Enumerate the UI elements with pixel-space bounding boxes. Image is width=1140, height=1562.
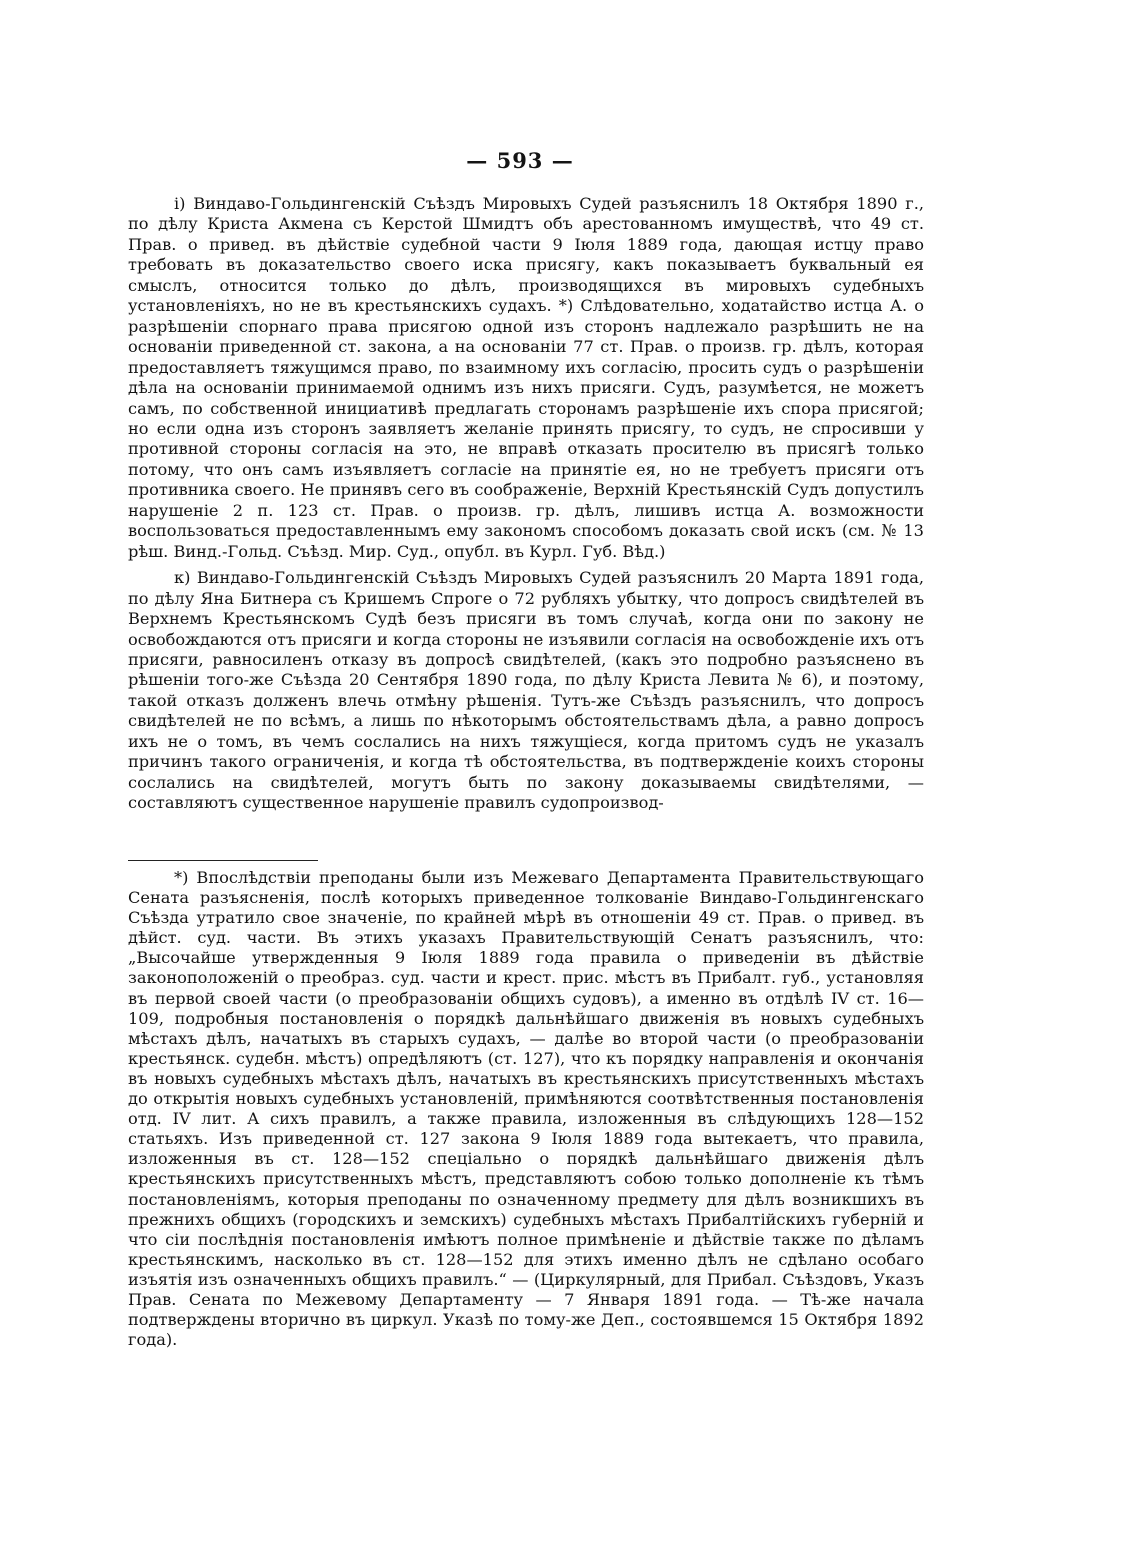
paragraph-k: к) Виндаво-Гольдингенскій Съѣздъ Мировыхъ Судей разъяснилъ 20 Марта 1891 года, по дѣлу Яна Битнера съ Кришемъ Спроге о 72 рубляхъ убытку, что допросъ свидѣтелей въ Верхнемъ Крестьянскомъ Судѣ безъ присяги въ томъ случаѣ, когда они по закону не освобождаются отъ присяги и когда стороны не изъявили согласія на освобожденіе ихъ отъ присяги, равносиленъ отказу въ допросѣ свидѣтелей, (какъ это подробно разъяснено въ рѣшеніи того-же Съѣзда 20 Сентября 1890 года, по дѣлу Криста Левита № 6), и поэтому, такой отказъ долженъ влечь отмѣну рѣшенія. Тутъ-же Съѣздъ разъяснилъ, что допросъ свидѣтелей не по всѣмъ, а лишь по нѣкоторымъ обстоятельствамъ дѣла, а равно допросъ ихъ не о томъ, въ чемъ сослались на нихъ тяжущіеся, когда притомъ судъ не указалъ причинъ такого ограниченія, и когда тѣ обстоятельства, въ подтвержденіе коихъ стороны сослались на свидѣтелей, могутъ быть по закону доказываемы свидѣтелями, — составляютъ существенное нарушеніе правилъ судопроизвод- (128, 568, 924, 813)
main-text (128, 194, 924, 814)
footnote-text: *) Впослѣдствіи преподаны были изъ Межеваго Департамента Правительствующаго Сената разъясненія, послѣ которыхъ приведенное толкованіе Виндаво-Гольдингенскаго Съѣзда утратило свое значеніе, по крайней мѣрѣ въ отношеніи 49 ст. Прав. о привед. въ дѣйст. суд. части. Въ этихъ указахъ Правительствующій Сенатъ разъяснилъ, что: „Высочайше утвержденныя 9 Іюля 1889 года правила о приведеніи въ дѣйствіе законоположеній о преобраз. суд. части и крест. прис. мѣстъ въ Прибалт. губ., установляя въ первой своей части (о преобразованіи общихъ судовъ), а именно въ отдѣлѣ IV ст. 16—109, подробныя постановленія о порядкѣ дальнѣйшаго движенія въ новыхъ судебныхъ мѣстахъ дѣлъ, начатыхъ въ старыхъ судахъ, — далѣе во второй части (о преобразованіи крестьянск. судебн. мѣстъ) опредѣляютъ (ст. 127), что къ порядку направленія и окончанія въ новыхъ судебныхъ мѣстахъ дѣлъ, начатыхъ въ крестьянскихъ присутственныхъ мѣстахъ до открытія новыхъ судебныхъ установленій, примѣняются соотвѣтственныя постановленія отд. IV лит. А сихъ правилъ, а также правила, изложенныя въ слѣдующихъ 128—152 статьяхъ. Изъ приведенной ст. 127 закона 9 Іюля 1889 года вытекаетъ, что правила, изложенныя въ ст. 128—152 спеціально о порядкѣ дальнѣйшаго движенія дѣлъ крестьянскихъ присутственныхъ мѣстъ, представляютъ собою только дополненіе къ тѣмъ постановленіямъ, которыя преподаны по означенному предмету для дѣлъ возникшихъ въ прежнихъ общихъ (городскихъ и земскихъ) судебныхъ мѣстахъ Прибалтійскихъ губерній и что сіи послѣднія постановленія имѣютъ полное примѣненіе и дѣйствіе также по дѣламъ крестьянскимъ, насколько въ ст. 128—152 для этихъ именно дѣлъ не сдѣлано особаго изъятія изъ означенныхъ общихъ правилъ.“ — (Циркулярный, для Прибал. Съѣздовъ, Указъ Прав. Сената по Межевому Департаменту — 7 Января 1891 года. — Тѣ-же начала подтверждены вторично въ циркул. Указѣ по тому-же Деп., состоявшемся 15 Октября 1892 года). (128, 868, 924, 1350)
page-number: — 593 — (466, 148, 574, 173)
footnote (128, 868, 924, 1350)
footnote-divider (128, 860, 318, 861)
paragraph-i: i) Виндаво-Гольдингенскій Съѣздъ Мировыхъ Судей разъяснилъ 18 Октября 1890 г., по дѣлу Криста Акмена съ Керстой Шмидтъ объ арестованномъ имуществѣ, что 49 ст. Прав. о привед. въ дѣйствіе судебной части 9 Іюля 1889 года, дающая истцу право требовать въ доказательство своего иска присягу, какъ показываетъ буквальный ея смыслъ, относится только до дѣлъ, производящихся въ мировыхъ судебныхъ установленіяхъ, но не въ крестьянскихъ судахъ. *) Слѣдовательно, ходатайство истца А. о разрѣшеніи спорнаго права присягою одной изъ сторонъ надлежало разрѣшить не на основаніи приведенной ст. закона, а на основаніи 77 ст. Прав. о произв. гр. дѣлъ, которая предоставляетъ тяжущимся право, по взаимному ихъ согласію, просить судъ о разрѣшеніи дѣла на основаніи принимаемой однимъ изъ нихъ присяги. Судъ, разумѣется, не можетъ самъ, по собственной инициативѣ предлагать сторонамъ разрѣшеніе ихъ спора присягой; но если одна изъ сторонъ заявляетъ желаніе принять присягу, то судъ, не спросивши у противной стороны согласія на это, не вправѣ отказать просителю въ присягѣ только потому, что онъ самъ изъявляетъ согласіе на принятіе ея, но не требуетъ присяги отъ противника своего. Не принявъ сего въ соображеніе, Верхній Крестьянскій Судъ допустилъ нарушеніе 2 п. 123 ст. Прав. о произв. гр. дѣлъ, лишивъ истца А. возможности воспользоваться предоставленнымъ ему закономъ способомъ доказать свой искъ (см. № 13 рѣш. Винд.-Гольд. Съѣзд. Мир. Суд., опубл. въ Курл. Губ. Вѣд.) (128, 194, 924, 561)
